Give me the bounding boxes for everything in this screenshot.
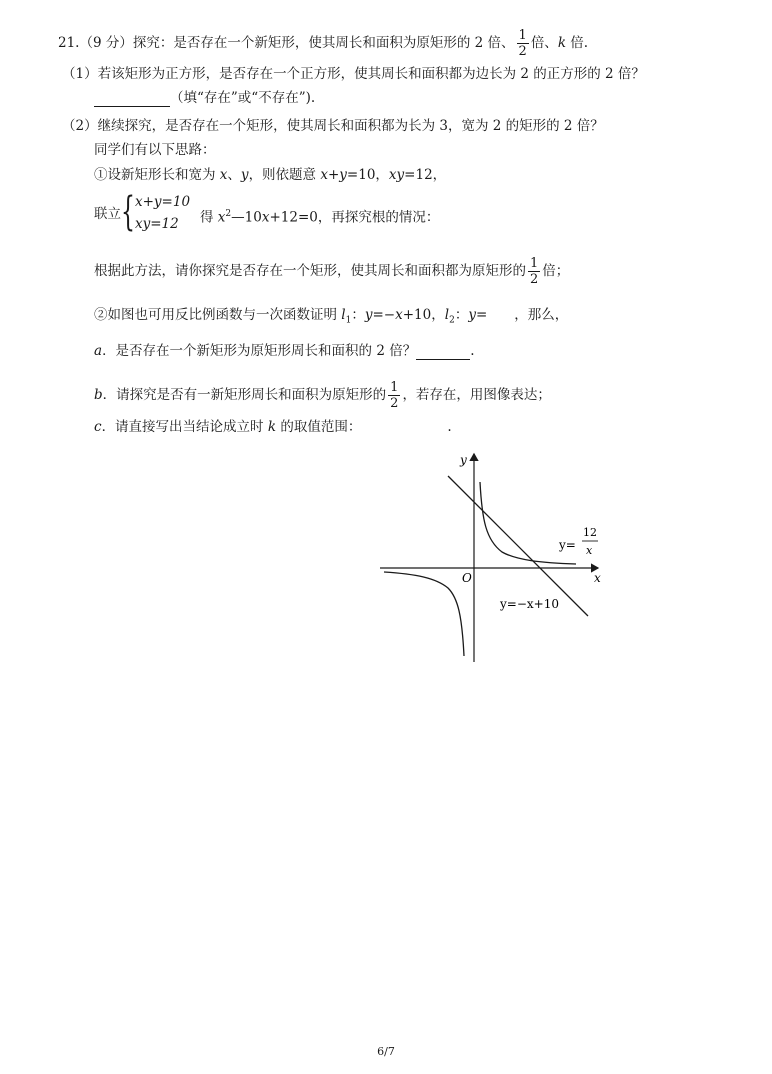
sub-question-a: a．是否存在一个新矩形为原矩形周长和面积的 2 倍？ .	[94, 343, 475, 359]
method-one-setup: ①设新矩形长和宽为 x、y，则依题意 x+y=10，xy=12，	[94, 167, 447, 183]
answer-blank[interactable]	[416, 345, 470, 360]
y-axis-label: y	[460, 453, 467, 467]
system-equation-1: x+y=10	[135, 194, 191, 210]
sub-question-c: c．请直接写出当结论成立时 k 的取值范围： .	[94, 419, 452, 435]
hyperbola-branch-negative	[384, 572, 464, 656]
hyperbola-label: y=	[559, 538, 576, 552]
origin-label: O	[462, 571, 472, 585]
question-header: 21.（9 分）探究：是否存在一个新矩形，使其周长和面积为原矩形的 2 倍、 $\frac{1}{2}$ 倍、k 倍.	[58, 28, 589, 59]
brace-icon: {	[121, 189, 135, 235]
fraction-one-half: $\frac{1}{2}$	[530, 256, 539, 287]
system-equation-2: xy=12	[135, 216, 179, 232]
answer-blank[interactable]	[94, 92, 170, 107]
sub-question-b: b．请探究是否有一新矩形周长和面积为原矩形的 $\frac{1}{2}$ ，若存在，用图像表达；	[94, 380, 551, 411]
function-graph	[376, 448, 616, 668]
part2-question: （2）继续探究，是否存在一个矩形，使其周长和面积都为长为 3，宽为 2 的矩形的 2 倍？	[62, 118, 604, 134]
x-axis-label: x	[594, 571, 601, 585]
method-two-setup: ②如图也可用反比例函数与一次函数证明 $l_1$：y=−x+10，$l_2$：y= ，那么，	[94, 307, 569, 326]
part1-answer-line: （填“存在”或“不存在”).	[94, 89, 315, 107]
system-label: 联立	[94, 206, 121, 222]
fraction-one-half: $\frac{1}{2}$	[390, 380, 399, 411]
quadratic-equation: 得 $x^2—10x+12=0$，再探究根的情况：	[200, 209, 440, 226]
method-instruction: 根据此方法，请你探究是否存在一个矩形，使其周长和面积都为原矩形的 $\frac{1}{2}$ 倍；	[94, 256, 570, 287]
hyperbola-numerator: 12	[583, 526, 597, 539]
part2-hint: 同学们有以下思路：	[94, 142, 216, 158]
hyperbola-denominator: x	[586, 544, 593, 557]
line-label: y=−x+10	[500, 597, 559, 611]
equation-system	[121, 189, 211, 236]
part1-question: （1）若该矩形为正方形，是否存在一个正方形，使其周长和面积都为边长为 2 的正方形的 2 倍？	[62, 66, 645, 82]
page-number: 6/7	[377, 1045, 395, 1058]
fraction-one-half: $\frac{1}{2}$	[518, 28, 527, 59]
